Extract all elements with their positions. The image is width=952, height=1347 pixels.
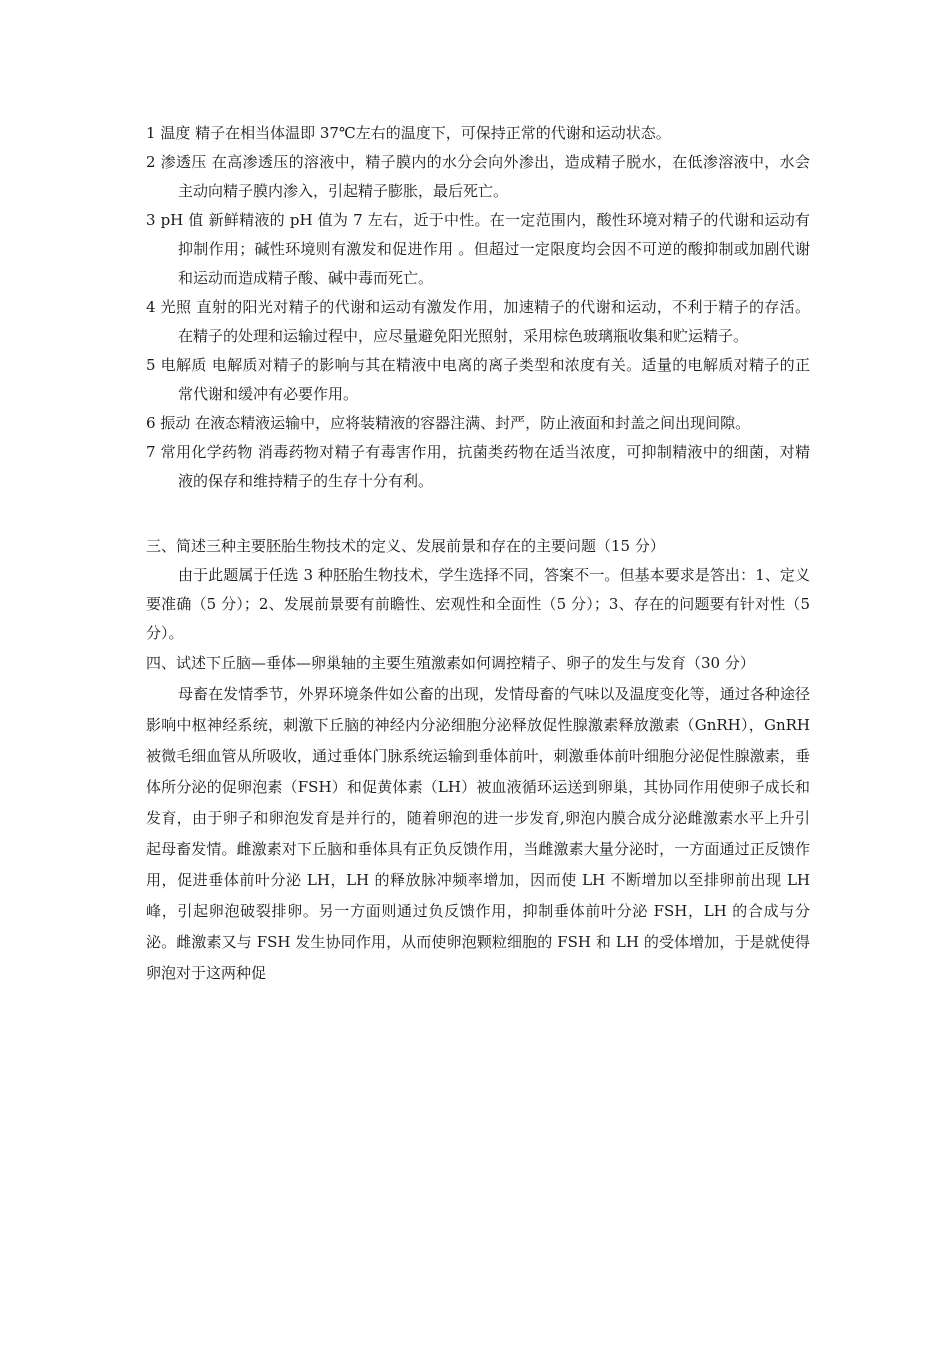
item-body: 消毒药物对精子有毒害作用，抗菌类药物在适当浓度，可抑制精液中的细菌，对精液的保存和维持精子的生存十分有利。 [178,443,810,490]
item-body: 在高渗透压的溶液中，精子膜内的水分会向外渗出，造成精子脱水，在低渗溶液中，水会主动向精子膜内渗入，引起精子膨胀，最后死亡。 [178,153,810,200]
document-body [146,119,810,989]
section-4-body: 母畜在发情季节，外界环境条件如公畜的出现，发情母畜的气味以及温度变化等，通过各种途径影响中枢神经系统，刺激下丘脑的神经内分泌细胞分泌释放促性腺激素释放激素（GnRH），GnRH 被微毛细血管从所吸收，通过垂体门脉系统运输到垂体前叶，刺激垂体前叶细胞分泌促性腺激素，垂体所分泌的促卵泡素（FSH）和促黄体素（LH）被血液循环运送到卵巢，其协同作用使卵子成长和发育，由于卵子和卵泡发育是并行的，随着卵泡的进一步发育,卵泡内膜合成分泌雌激素水平上升引起母畜发情。雌激素对下丘脑和垂体具有正负反馈作用，当雌激素大量分泌时，一方面通过正反馈作用，促进垂体前叶分泌 LH，LH 的释放脉冲频率增加，因而使 LH 不断增加以至排卵前出现 LH 峰，引起卵泡破裂排卵。另一方面则通过负反馈作用，抑制垂体前叶分泌 FSH，LH 的合成与分泌。雌激素又与 FSH 发生协同作用，从而使卵泡颗粒细胞的 FSH 和 LH 的受体增加，于是就使得卵泡对于这两种促 [146,685,810,982]
item-body: 精子在相当体温即 37℃左右的温度下，可保持正常的代谢和运动状态。 [195,124,671,142]
list-item [146,409,810,438]
section-4-heading: 四、试述下丘脑—垂体—卵巢轴的主要生殖激素如何调控精子、卵子的发生与发育（30 分） [146,654,755,672]
item-title: 常用化学药物 [160,443,253,461]
list-item [146,206,810,293]
section-3-heading: 三、简述三种主要胚胎生物技术的定义、发展前景和存在的主要问题（15 分） [146,537,665,555]
item-title: 电解质 [160,356,207,374]
item-title: 振动 [160,414,191,432]
item-title: 光照 [160,298,192,316]
item-body: 在液态精液运输中，应将装精液的容器注满、封严，防止液面和封盖之间出现间隙。 [195,414,751,432]
item-title: 渗透压 [160,153,207,171]
list-item [146,351,810,409]
item-number: 6 [146,414,156,432]
section-3-body: 由于此题属于任选 3 种胚胎生物技术，学生选择不同，答案不一。但基本要求是答出：1、定义要准确（5 分）；2、发展前景要有前瞻性、宏观性和全面性（5 分）；3、存在的问题要有针对性（5 分）。 [146,566,810,642]
list-item [146,119,810,148]
section-spacer [146,496,810,532]
item-number: 4 [146,298,156,316]
item-title: 温度 [160,124,191,142]
item-number: 2 [146,153,156,171]
item-number: 5 [146,356,156,374]
item-number: 3 [146,211,156,229]
item-number: 1 [146,124,156,142]
list-item [146,148,810,206]
list-item [146,293,810,351]
item-body: 电解质对精子的影响与其在精液中电离的离子类型和浓度有关。适量的电解质对精子的正常代谢和缓冲有必要作用。 [178,356,810,403]
item-number: 7 [146,443,156,461]
item-body: 直射的阳光对精子的代谢和运动有激发作用，加速精子的代谢和运动，不利于精子的存活。在精子的处理和运输过程中，应尽量避免阳光照射，采用棕色玻璃瓶收集和贮运精子。 [178,298,810,345]
list-item [146,438,810,496]
item-title: pH 值 [160,211,204,229]
item-body: 新鲜精液的 pH 值为 7 左右，近于中性。在一定范围内，酸性环境对精子的代谢和运动有抑制作用；碱性环境则有激发和促进作用 。但超过一定限度均会因不可逆的酸抑制或加剧代谢和运动而造成精子酸、碱中毒而死亡。 [178,211,810,287]
